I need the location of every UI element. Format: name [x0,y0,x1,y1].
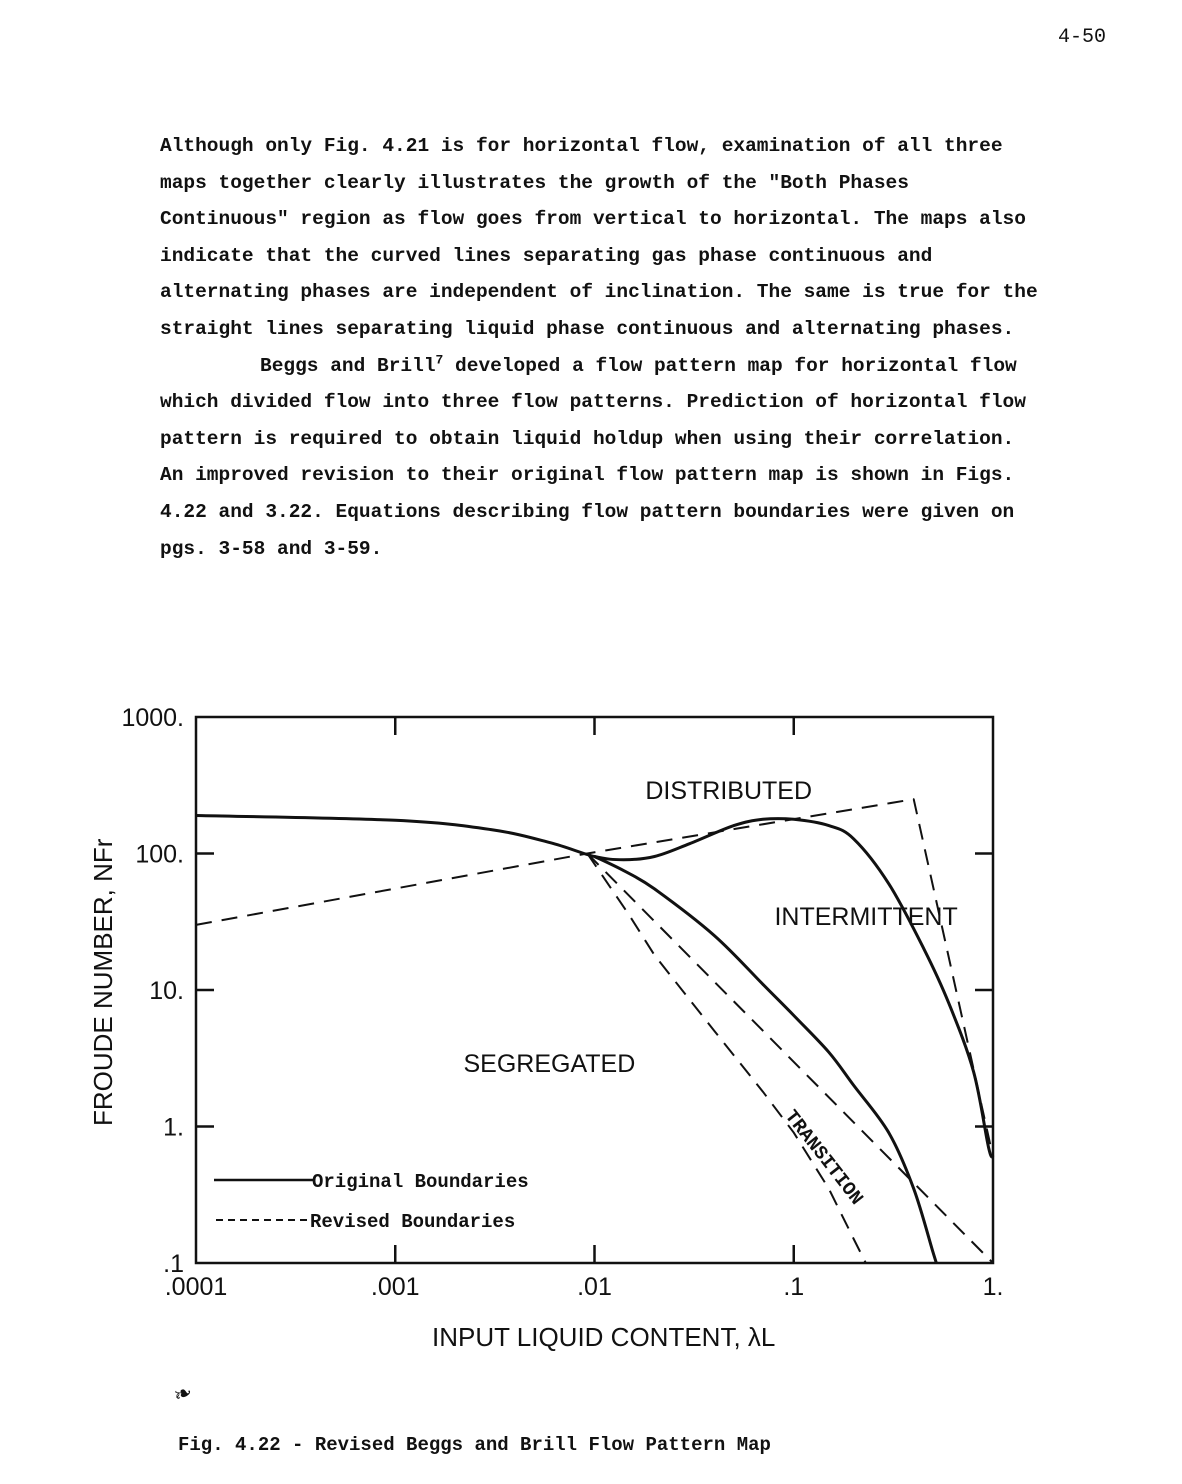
paragraph-2 [160,348,1040,568]
y-tick-label: 1. [163,1113,184,1142]
body-text [160,128,1040,567]
region-label-transition: TRANSITION [779,1105,868,1210]
original-boundary-line [196,816,993,1157]
x-tick-label: .01 [577,1273,612,1301]
citation-authors: Beggs and Brill [260,354,436,377]
legend-label-revised: Revised Boundaries [310,1211,516,1233]
citation-reference: 7 [435,352,444,368]
y-axis-title: FROUDE NUMBER, NFr [88,838,118,1126]
y-tick-label: 100. [135,840,184,869]
x-tick-label: .001 [370,1273,420,1301]
paragraph-2-text: developed a flow pattern map for horizontal flow which divided flow into three flow patterns. Prediction of horizontal flow pattern is required to obtain liquid holdup when using their correlation. An improved revision to their original flow pattern map is shown in Figs. 4.22 and 3.22. Equations describing flow pattern boundaries were given on pgs. 3-58 and 3-59. [160,354,1026,560]
y-tick-label: 1000. [121,704,184,732]
legend-label-original: Original Boundaries [312,1171,529,1193]
page-number: 4-50 [1058,26,1107,49]
y-tick-label: 10. [149,977,184,1005]
region-label-segregated: SEGREGATED [463,1050,636,1079]
paragraph-1: Although only Fig. 4.21 is for horizontal flow, examination of all three maps together clearly illustrates the growth of the "Both Phases Continuous" region as flow goes from vertical to horizontal. The maps also indicate that the curved lines separating gas phase continuous and alternating phases are independent of inclination. The same is true for the straight lines separating liquid phase continuous and alternating phases. [160,135,1038,340]
region-label-distributed: DISTRIBUTED [645,777,813,806]
chart-legend [214,1171,529,1233]
flow-pattern-figure [0,690,1182,1390]
flow-pattern-map-chart [0,690,1182,1390]
figure-caption: Fig. 4.22 - Revised Beggs and Brill Flow Pattern Map [178,1434,771,1456]
region-label-intermittent: INTERMITTENT [774,902,958,931]
x-axis-title: INPUT LIQUID CONTENT, λL [432,1322,776,1352]
revised-boundary-line [196,799,993,1157]
x-tick-label: .1 [783,1273,805,1301]
x-tick-label: .0001 [164,1273,228,1301]
x-tick-label: 1. [982,1273,1004,1301]
y-tick-label: .1 [163,1250,184,1278]
stray-mark: ❧ [170,1379,197,1410]
